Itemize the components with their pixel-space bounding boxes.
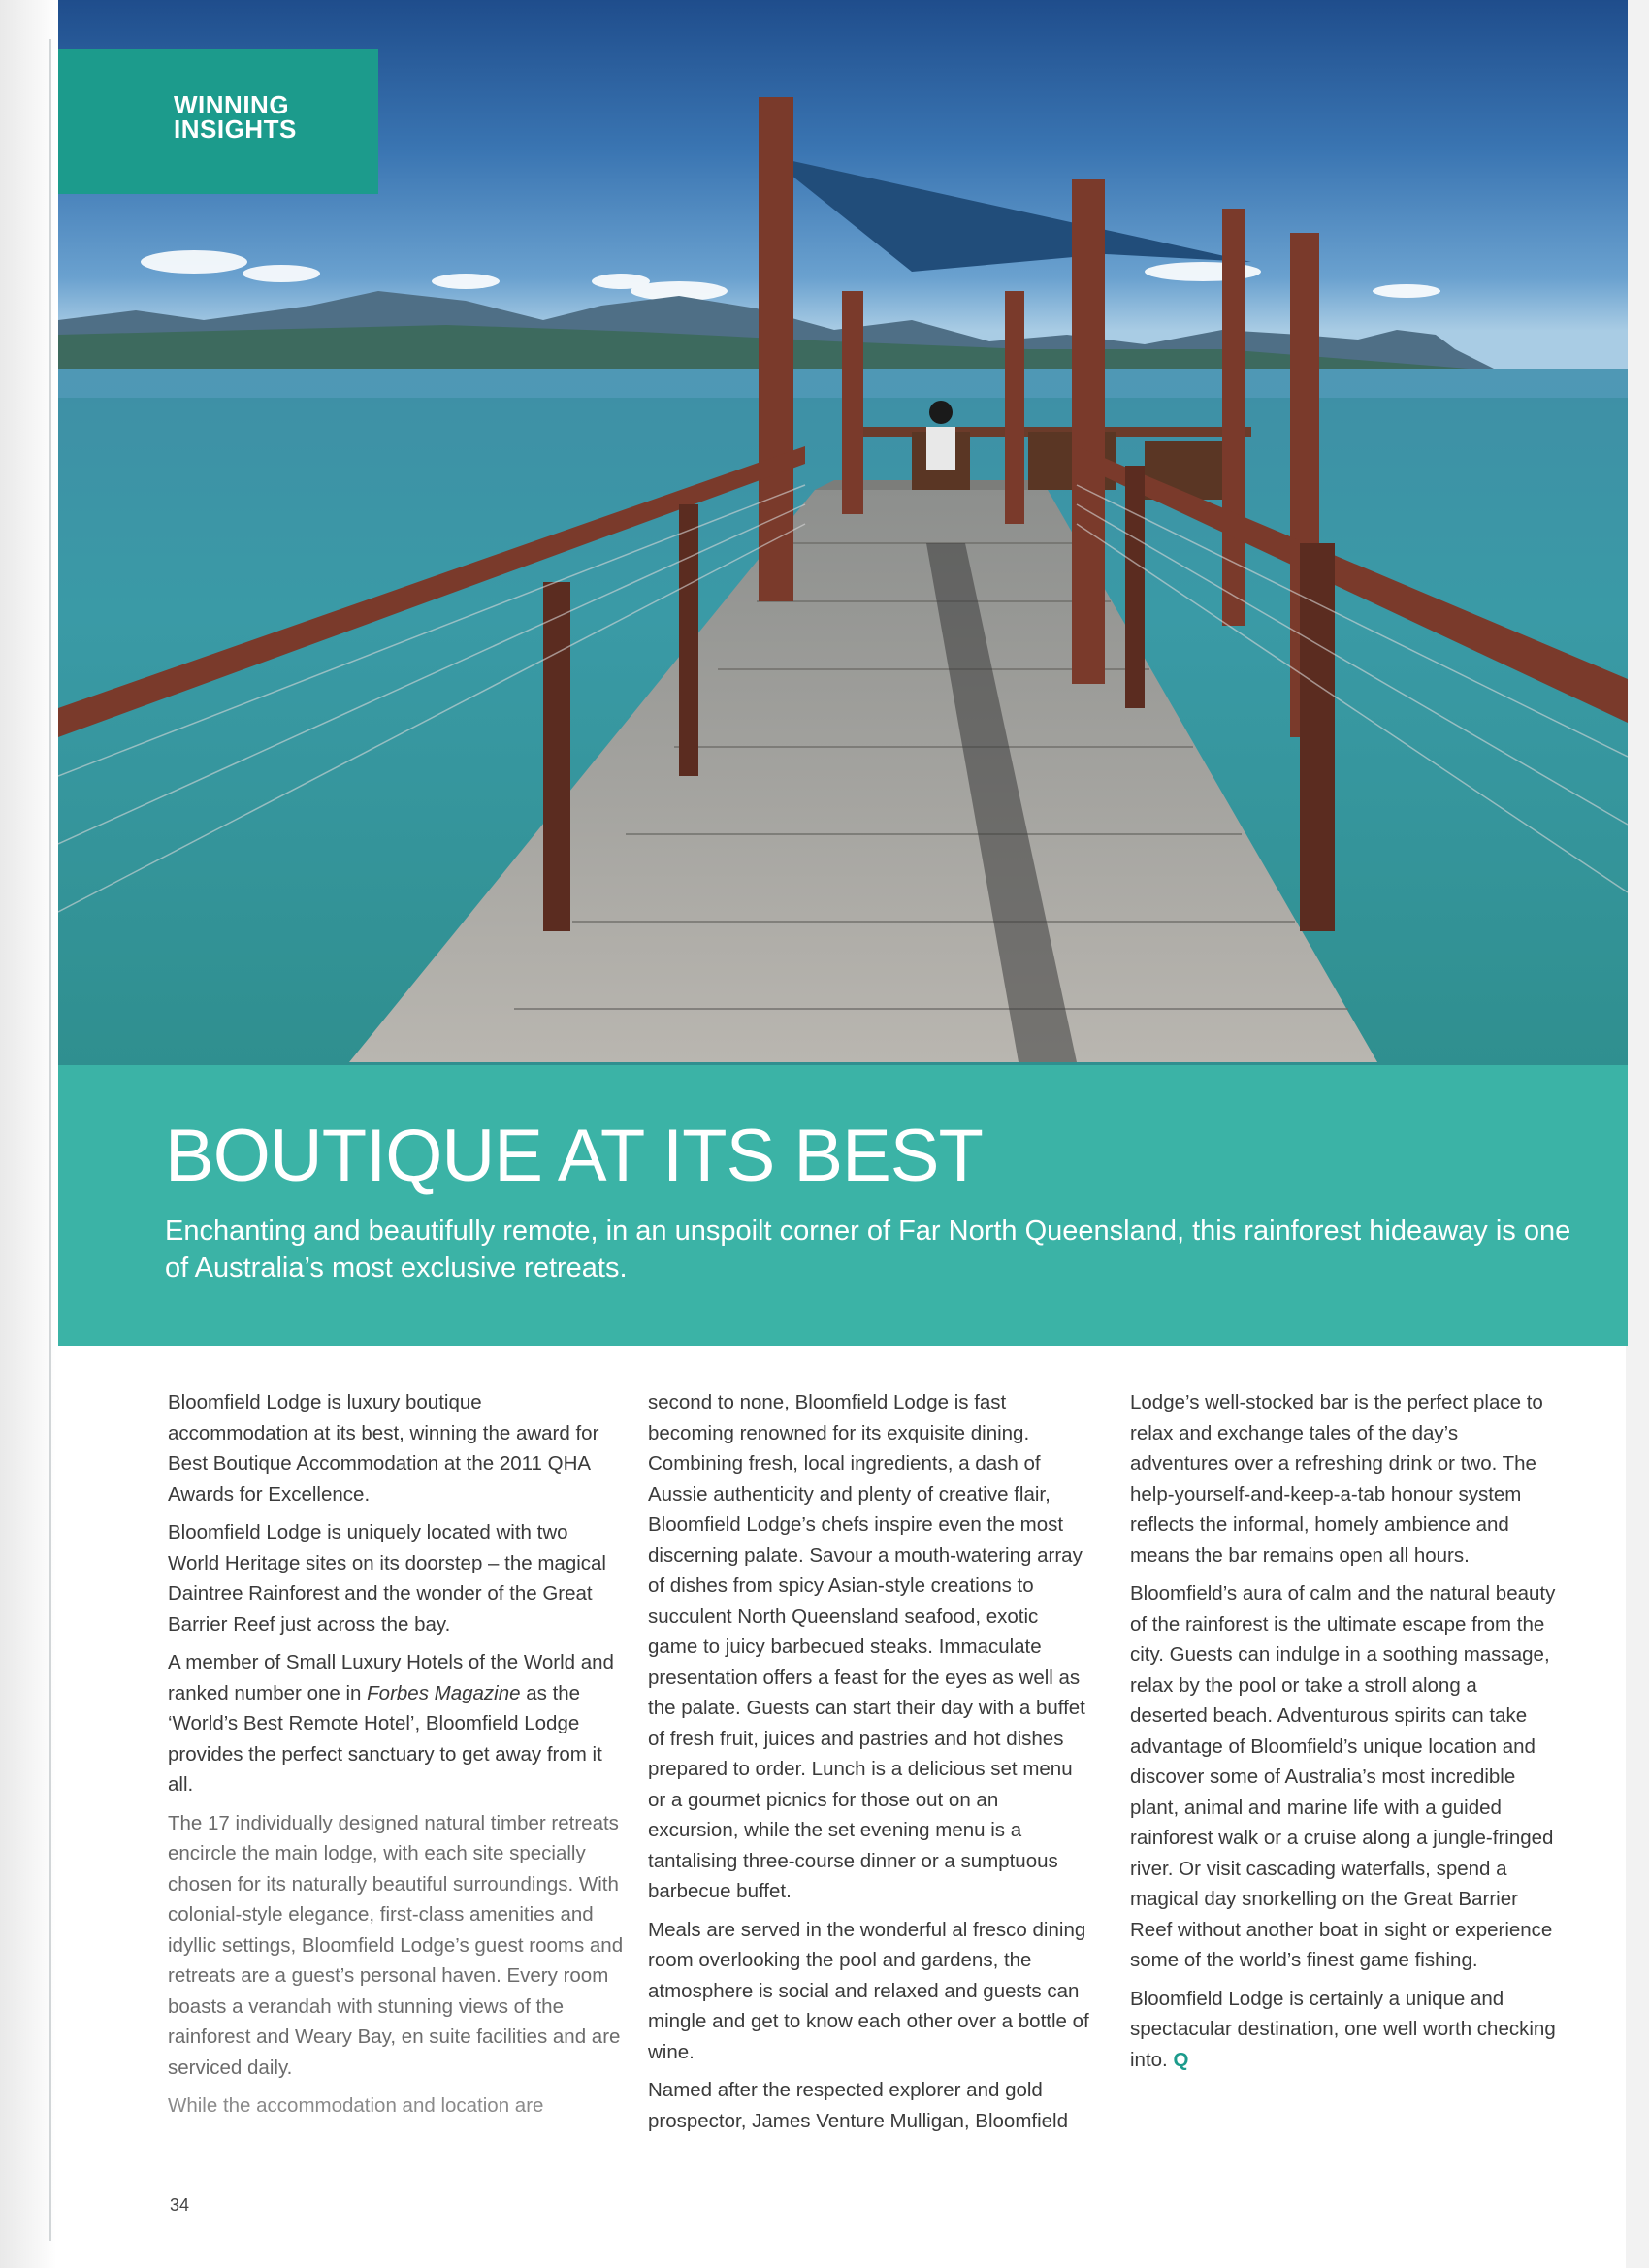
body-column-1 (168, 1387, 624, 2129)
paragraph: While the accommodation and location are (168, 2094, 544, 2117)
paragraph: Named after the respected explorer and gold prospector, James Venture Mulligan, Bloomfield (648, 2079, 1069, 2132)
text-run: as the ‘World’s Best Remote Hotel’, Bloomfield Lodge provides the perfect sanctuary to get away from it all. (168, 1681, 602, 1796)
text-run: Bloomfield Lodge is certainly a unique and spectacular destination, one well worth checking into. (1130, 1987, 1556, 2071)
paragraph: Lodge’s well-stocked bar is the perfect place to relax and exchange tales of the day’s adventures over a refreshing drink or two. The help-yourself-and-keep-a-tab honour system reflects the informal, homely ambience and means the bar remains open all hours. (1130, 1391, 1543, 1567)
end-mark: Q (1173, 2048, 1189, 2071)
paragraph: Bloomfield’s aura of calm and the natural beauty of the rainforest is the ultimate escape from the city. Guests can indulge in a soothing massage, relax by the pool or take a stroll along a deserted beach. Adventurous spirits can take advantage of Bloomfield’s unique location and discover some of Australia’s most incredible plant, animal and marine life with a guided rainforest walk or a cruise along a jungle-fringed river. Or visit cascading waterfalls, spend a magical day snorkelling on the Great Barrier Reef without another boat in sight or experience some of the world’s finest game fishing. (1130, 1582, 1556, 1971)
text-run: A member of Small Luxury Hotels of the World and ranked number one in (168, 1651, 614, 1704)
publication-name: Forbes Magazine (367, 1681, 521, 1704)
page-edge (1626, 0, 1649, 2268)
body-column-2 (648, 1387, 1089, 2144)
paragraph: second to none, Bloomfield Lodge is fast becoming renowned for its exquisite dining. Combining fresh, local ingredients, a dash of Aussie authenticity and plenty of creative flair, Bloomfield Lodge’s chefs inspire even the most discerning palate. Savour a mouth-watering array of dishes from spicy Asian-style creations to succulent North Queensland seafood, exotic game to juicy barbecued steaks. Immaculate presentation offers a feast for the eyes as well as the palate. Guests can start their day with a buffet of fresh fruit, juices and pastries and hot dishes prepared to order. Lunch is a delicious set menu or a gourmet picnics for those out on an excursion, while the set evening menu is a tantalising three-course dinner or a sumptuous barbecue buffet. (648, 1391, 1085, 1902)
paragraph: Bloomfield Lodge is luxury boutique accommodation at its best, winning the award for Best Boutique Accommodation at the 2011 QHA Awards for Excellence. (168, 1391, 599, 1506)
shade-sail (766, 155, 1251, 272)
paragraph: Meals are served in the wonderful al fresco dining room overlooking the pool and gardens, the atmosphere is social and relaxed and guests can mingle and get to know each other over a bottle of wine. (648, 1918, 1089, 2063)
badge-line-2: INSIGHTS (174, 114, 297, 144)
article-title: BOUTIQUE AT ITS BEST (165, 1115, 983, 1197)
paragraph: The 17 individually designed natural timber retreats encircle the main lodge, with each site specially chosen for its naturally beautiful surroundings. With colonial-style elegance, first-class amenities and idyllic settings, Bloomfield Lodge’s guest rooms and retreats are a guest’s personal haven. Every room boasts a verandah with stunning views of the rainforest and Weary Bay, en suite facilities and are serviced daily. (168, 1811, 624, 2079)
section-badge (58, 49, 378, 194)
body-column-3 (1130, 1387, 1557, 2083)
badge-line-1: WINNING (174, 90, 290, 119)
title-band (58, 1065, 1628, 1346)
paragraph: Bloomfield Lodge is uniquely located with two World Heritage sites on its doorstep – the magical Daintree Rainforest and the wonder of the Great Barrier Reef just across the bay. (168, 1521, 606, 1636)
binding-edge (48, 39, 51, 2241)
article-standfirst: Enchanting and beautifully remote, in an unspoilt corner of Far North Queensland, this rainforest hideaway is one of Australia’s most exclusive retreats. (165, 1215, 1571, 1283)
paragraph (1130, 1984, 1557, 2076)
paragraph (168, 1647, 624, 1800)
page-number: 34 (170, 2195, 190, 2215)
